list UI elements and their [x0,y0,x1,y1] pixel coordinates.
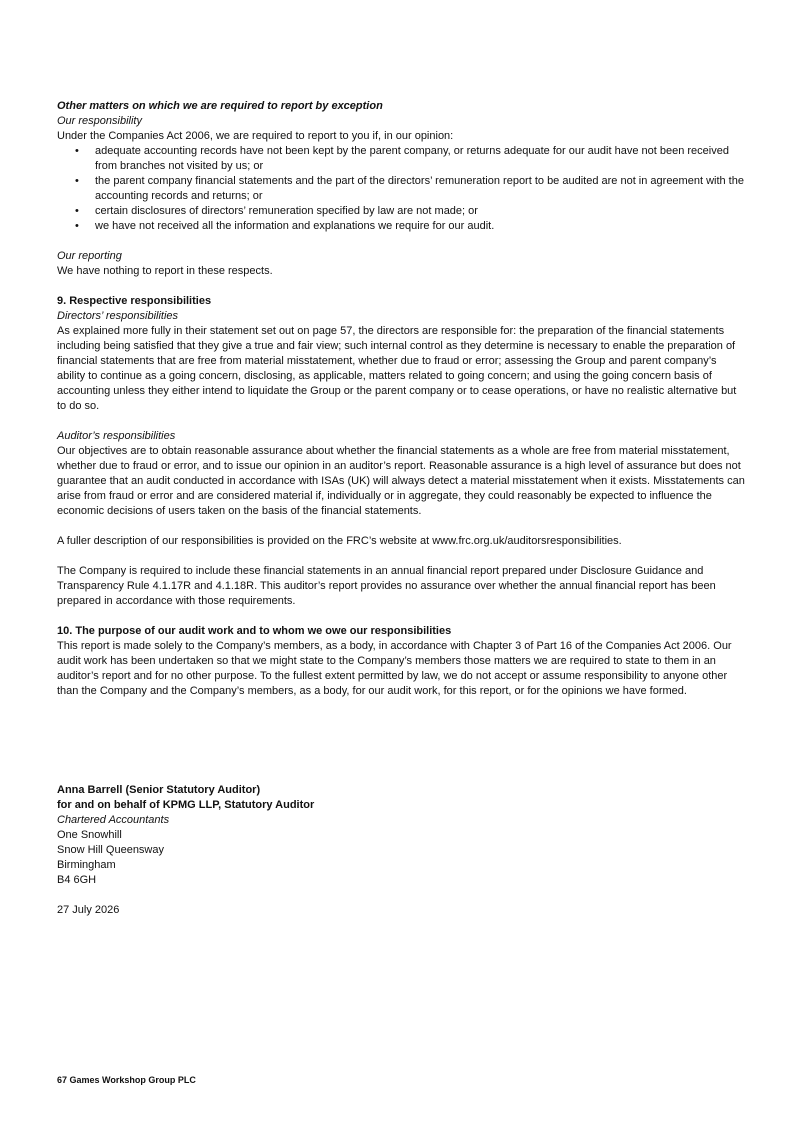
address-line: One Snowhill [57,829,122,841]
company-requirement-text: The Company is required to include these financial statements in an annual financial report prepared under Disclosure Guidance and Transparency Rule 4.1.17R and 4.1.18R. This auditor’s report provides no assurance over whether the annual financial report has been prepared in accordance with those requirements. [57,565,716,607]
our-reporting-subheading: Our reporting [57,250,122,262]
exceptions-intro: Under the Companies Act 2006, we are required to report to you if, in our opinion: [57,130,454,142]
bullet-item: • adequate accounting records have not been kept by the parent company, or returns adequate for our audit have not been received from branches not visited by us; or [57,144,745,174]
signatory-firm: for and on behalf of KPMG LLP, Statutory Auditor [57,799,315,811]
our-reporting-text: We have nothing to report in these respects. [57,265,273,277]
our-responsibility-subheading: Our responsibility [57,115,142,127]
section-10-text: This report is made solely to the Company’s members, as a body, in accordance with Chapter 3 of Part 16 of the Companies Act 2006. Our audit work has been undertaken so that we might state to the Company’s members those matters we are required to state to them in an auditor’s report and for no other purpose. To the fullest extent permitted by law, we do not accept or assume responsibility to anyone other than the Company and the Company’s members, as a body, for our audit work, for this report, or for the opinions we have formed. [57,640,732,697]
bullet-item: • the parent company financial statements and the part of the directors’ remuneration report to be audited are not in agreement with the accounting records and returns; or [57,174,745,204]
bullet-item: • we have not received all the information and explanations we require for our audit. [57,219,745,234]
address-line: Snow Hill Queensway [57,844,164,856]
auditors-responsibilities-subheading: Auditor’s responsibilities [57,430,176,442]
report-page [57,99,745,918]
exceptions-bullet-list [57,144,745,234]
directors-responsibilities-text: As explained more fully in their statement set out on page 57, the directors are responsible for: the preparation of the financial statements including being satisfied that they give a true and fair view; such internal control as they determine is necessary to enable the preparation of financial statements that are free from material misstatement, whether due to fraud or error; assessing the Group and parent company’s ability to continue as a going concern, disclosing, as applicable, matters related to going concern; and using the going concern basis of accounting unless they either intend to liquidate the Group or the parent company or to cease operations, or have no realistic alternative but to do so. [57,325,737,412]
exceptions-heading: Other matters on which we are required to report by exception [57,100,383,112]
page-footer: 67 Games Workshop Group PLC [57,1075,196,1085]
directors-responsibilities-subheading: Directors’ responsibilities [57,310,179,322]
signatory-title: Chartered Accountants [57,814,170,826]
address-line: B4 6GH [57,874,97,886]
bullet-item: • certain disclosures of directors’ remuneration specified by law are not made; or [57,204,745,219]
address-line: Birmingham [57,859,116,871]
section-10-heading: 10. The purpose of our audit work and to whom we owe our responsibilities [57,625,452,637]
auditors-responsibilities-text: Our objectives are to obtain reasonable assurance about whether the financial statements as a whole are free from material misstatement, whether due to fraud or error, and to issue our opinion in an auditor’s report. Reasonable assurance is a high level of assurance but does not guarantee that an audit conducted in accordance with ISAs (UK) will always detect a material misstatement when it exists. Misstatements can arise from fraud or error and are considered material if, individually or in aggregate, they could reasonably be expected to influence the economic decisions of users taken on the basis of the financial statements. [57,445,745,517]
section-9-heading: 9. Respective responsibilities [57,295,212,307]
fuller-description-text: A fuller description of our responsibilities is provided on the FRC’s website at www.frc.org.uk/auditorsresponsibilities. [57,535,622,547]
signatory-name: Anna Barrell (Senior Statutory Auditor) [57,784,261,796]
report-date: 27 July 2026 [57,904,120,916]
